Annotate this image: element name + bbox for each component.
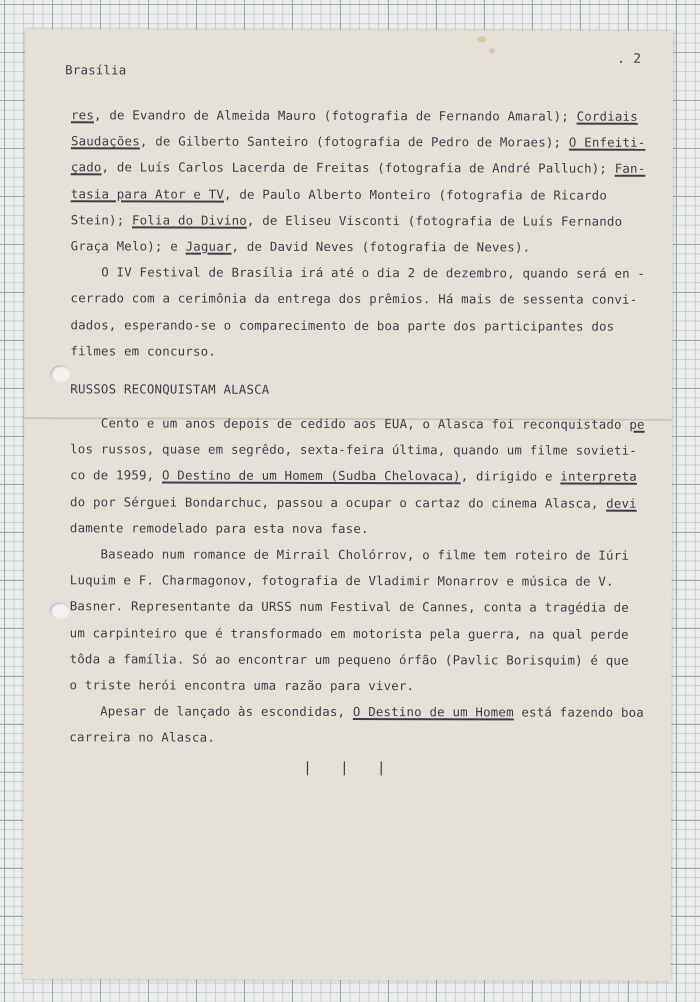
text-line xyxy=(70,338,645,366)
text-run: Cento e um anos depois de cedido aos EUA, o Alasca foi reconquistado xyxy=(70,415,630,432)
underlined-title: devi xyxy=(606,495,637,511)
text-line xyxy=(71,207,646,235)
text-line xyxy=(71,259,646,287)
text-run: Baseado num romance de Mirrail Cholórrov, o filme tem roteiro de Iúri xyxy=(69,546,630,563)
text-line xyxy=(70,594,645,622)
underlined-title: res xyxy=(71,107,95,123)
text-run: co de 1959, xyxy=(70,467,163,483)
text-run: carreira no Alasca. xyxy=(69,729,215,746)
running-head: Brasília xyxy=(65,62,127,78)
text-line xyxy=(70,489,645,517)
underlined-title: pe xyxy=(629,416,645,432)
document-page xyxy=(23,29,673,981)
text-run: Graça Melo); e xyxy=(70,238,186,254)
text-line xyxy=(69,672,644,700)
underlined-title: Cordiais xyxy=(576,108,638,124)
text-line xyxy=(70,436,645,464)
page-number: . 2 xyxy=(617,51,642,67)
text-line xyxy=(70,410,645,438)
text-run: damente remodelado para esta nova fase. xyxy=(69,520,369,536)
text-run: , dirigido e xyxy=(460,468,561,484)
text-run: do por Sérguei Bondarchuc, passou a ocupar o cartaz do cinema Alasca, xyxy=(69,493,607,511)
underlined-title: Folia do Divino xyxy=(132,212,247,228)
text-run: Basner. Representante da URSS num Festival de Cannes, conta a tragédia de xyxy=(69,598,629,616)
text-run: Stein); xyxy=(70,212,133,228)
text-line xyxy=(69,699,644,727)
text-run: filmes em concurso. xyxy=(70,343,216,359)
text-run: , de Gilberto Santeiro (fotografia de Pedro de Moraes); xyxy=(139,133,569,150)
text-run: , de Evandro de Almeida Mauro (fotografia de Fernando Amaral); xyxy=(93,107,577,124)
underlined-title: Fan- xyxy=(614,161,646,177)
text-line xyxy=(70,312,645,340)
underlined-title: tasia para Ator e TV xyxy=(70,185,225,202)
text-line xyxy=(71,128,646,156)
text-run: cerrado com a cerimônia da entrega dos prêmios. Há mais de sessenta convi- xyxy=(70,290,638,308)
text-run: o triste herói encontra uma razão para viver. xyxy=(69,677,415,694)
text-run: dados, esperando-se o comparecimento de boa parte dos participantes dos xyxy=(70,316,615,334)
body-text-block xyxy=(69,410,644,752)
section-heading: RUSSOS RECONQUISTAM ALASCA xyxy=(70,381,270,397)
text-line xyxy=(70,463,645,491)
text-line xyxy=(71,102,646,130)
text-line xyxy=(69,725,644,753)
text-run: , de Paulo Alberto Monteiro (fotografia de Ricardo xyxy=(223,186,608,203)
text-line xyxy=(71,155,646,183)
underlined-title: Saudações xyxy=(70,133,140,149)
underlined-title: O Destino de um Homem (Sudba Chelovaca) xyxy=(161,467,461,484)
text-run: um carpinteiro que é transformado em motorista pela guerra, na qual perde xyxy=(69,624,629,642)
text-line xyxy=(70,567,645,595)
text-run: Luquim e F. Charmagonov, fotografia de Vladimir Monarrov e música de V. xyxy=(69,572,614,589)
text-line xyxy=(70,541,645,569)
text-run: tôda a família. Só ao encontrar um pequeno órfão (Pavlic Borisquim) é que xyxy=(69,651,629,668)
underlined-title: çado xyxy=(70,159,102,175)
text-run: Apesar de lançado às escondidas, xyxy=(69,703,353,720)
text-run: , de David Neves (fotografia de Neves). xyxy=(231,238,531,255)
text-run: está fazendo boa xyxy=(513,704,644,721)
underlined-title: interpreta xyxy=(560,468,637,485)
text-line xyxy=(70,646,645,674)
text-run: O IV Festival de Brasília irá até o dia 2 de dezembro, quando será en - xyxy=(70,264,646,281)
text-run: , de Luís Carlos Lacerda de Freitas (fotografia de André Palluch); xyxy=(101,159,615,177)
text-line xyxy=(70,515,645,543)
text-line xyxy=(70,620,645,648)
underlined-title: Jaguar xyxy=(185,238,232,254)
text-line xyxy=(71,233,646,261)
stain-mark xyxy=(489,48,495,53)
end-marks: | | | xyxy=(303,759,396,777)
text-line xyxy=(71,286,646,314)
text-run: , de Eliseu Visconti (fotografia de Luís Fernando xyxy=(246,212,623,229)
underlined-title: O Enfeiti- xyxy=(568,134,646,150)
stain-mark xyxy=(477,36,486,42)
text-line xyxy=(71,181,646,209)
punch-hole xyxy=(50,365,70,382)
underlined-title: O Destino de um Homem xyxy=(352,704,514,720)
text-run: los russos, quase em segrêdo, sexta-feira última, quando um filme sovieti- xyxy=(70,441,637,458)
punch-hole xyxy=(50,602,70,619)
body-text-block xyxy=(70,102,645,366)
